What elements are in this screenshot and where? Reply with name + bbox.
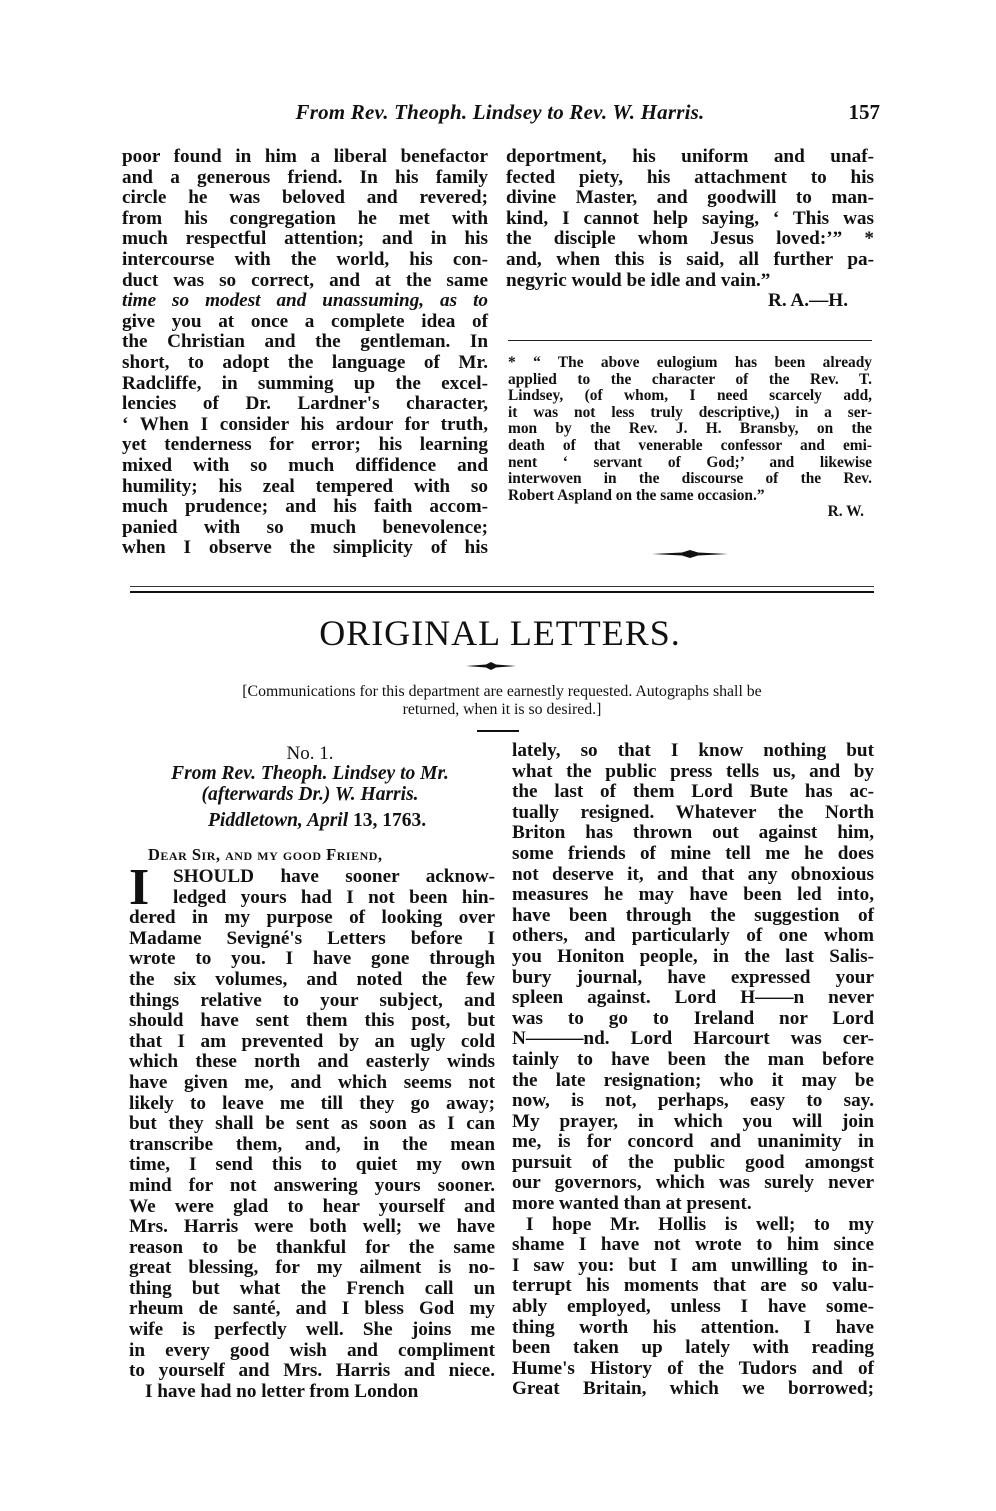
text-line: rheum de santé, and I bless God my: [129, 1298, 495, 1320]
text-line: We were glad to hear yourself and: [129, 1195, 495, 1217]
text-line: kind, I cannot help saying, ‘ This was: [506, 207, 874, 229]
text-line: yet tenderness for error; his learning: [122, 434, 488, 456]
section-note: [124, 683, 880, 719]
footnote-line: applied to the character of the Rev. T.: [508, 370, 872, 388]
footnote-rule: [508, 340, 872, 341]
letter-heading-line: (afterwards Dr.) W. Harris.: [201, 783, 419, 805]
footnote-line: Robert Aspland on the same occasion.”: [508, 486, 765, 504]
letter-number: No. 1.: [286, 743, 334, 764]
text-line: wife is perfectly well. She joins me: [129, 1319, 495, 1341]
text-line: measures he may have been led into,: [512, 884, 874, 906]
letter-dateline: [208, 810, 426, 832]
text-line: the disciple whom Jesus loved:’” *: [506, 228, 874, 250]
text-line: tainly to have been the man before: [512, 1048, 874, 1070]
footnote-line: interwoven in the discourse of the Rev.: [508, 470, 872, 488]
text-line: mind for not answering yours sooner.: [129, 1174, 495, 1196]
text-line: in every good wish and compliment: [129, 1339, 495, 1361]
text-line: the late resignation; who it may be: [512, 1069, 874, 1091]
top-right-column: [506, 147, 874, 312]
text-line: but they shall be sent as soon as I can: [129, 1113, 495, 1135]
text-line: thing but what the French call un: [129, 1277, 495, 1299]
text-line: have been through the suggestion of: [512, 904, 874, 926]
text-line: I have had no letter from London: [145, 1380, 419, 1402]
text-line: much respectful attention; and in his: [122, 228, 488, 250]
text-line: lately, so that I know nothing but: [512, 740, 874, 761]
text-line: divine Master, and goodwill to man-: [506, 187, 874, 209]
footnote-line: it was not less truly descriptive,) in a ser-: [508, 403, 872, 421]
text-line: the six volumes, and noted the few: [129, 968, 495, 990]
text-line: others, and particularly of one whom: [512, 925, 874, 947]
ornament-divider-icon: [652, 550, 728, 558]
section-note-line: returned, when it is so desired.]: [402, 701, 602, 718]
text-line: now, is not, perhaps, easy to say.: [512, 1090, 874, 1112]
text-line: poor found in him a liberal benefactor: [122, 146, 488, 167]
signature: R. A.—H.: [768, 290, 848, 312]
text-line: reason to be thankful for the same: [129, 1236, 495, 1258]
text-line: likely to leave me till they go away;: [129, 1092, 495, 1114]
text-line: to yourself and Mrs. Harris and niece.: [129, 1360, 495, 1382]
footnote: [508, 355, 872, 521]
text-line: My prayer, in which you will join: [512, 1110, 874, 1132]
footnote-line: death of that venerable confessor and emi-: [508, 436, 872, 454]
text-line: you Honiton people, in the last Salis-: [512, 945, 874, 967]
text-line: the last of them Lord Bute has ac-: [512, 781, 874, 803]
text-line: intercourse with the world, his con-: [122, 248, 488, 270]
footnote-line: nent ‘ servant of God;’ and likewise: [508, 453, 872, 471]
text-line: me, is for concord and unanimity in: [512, 1131, 874, 1153]
text-line: ably employed, unless I have some-: [512, 1296, 874, 1318]
text-line: negyric would be idle and vain.”: [506, 269, 771, 291]
text-line: Great Britain, which we borrowed;: [512, 1378, 874, 1400]
text-line: circle he was beloved and revered;: [122, 187, 488, 209]
text-line: Mrs. Harris were both well; we have: [129, 1216, 495, 1238]
letter-salutation: Dear Sir, and my good Friend,: [148, 845, 383, 864]
running-title: From Rev. Theoph. Lindsey to Rev. W. Harris.: [295, 100, 705, 124]
section-double-rule: [130, 586, 874, 593]
text-line: been taken up lately with reading: [512, 1337, 874, 1359]
top-left-column: [122, 147, 488, 559]
text-line: more wanted than at present.: [512, 1193, 752, 1215]
text-line: pursuit of the public good amongst: [512, 1151, 874, 1173]
text-line: should have sent them this post, but: [129, 1010, 495, 1032]
text-line: not deserve it, and that any obnoxious: [512, 863, 874, 885]
text-line: fected piety, his attachment to his: [506, 166, 874, 188]
ornament-divider-icon: [466, 662, 516, 670]
text-line: things relative to your subject, and: [129, 989, 495, 1011]
text-line: shame I have not wrote to him since: [512, 1234, 874, 1256]
text-line: Briton has thrown out against him,: [512, 822, 874, 844]
text-line: Hume's History of the Tudors and of: [512, 1357, 874, 1379]
text-line: dered in my purpose of looking over: [129, 907, 495, 929]
letter-heading-line: From Rev. Theoph. Lindsey to Mr.: [171, 763, 449, 784]
text-line: ‘ When I consider his ardour for truth,: [122, 413, 488, 435]
text-line: Radcliffe, in summing up the excel-: [122, 372, 488, 394]
text-line: humility; his zeal tempered with so: [122, 475, 488, 497]
text-line: thing worth his attention. I have: [512, 1316, 874, 1338]
section-title: ORIGINAL LETTERS.: [319, 613, 681, 653]
text-line: which these north and easterly winds: [129, 1051, 495, 1073]
text-line: I hope Mr. Hollis is well; to my: [526, 1213, 874, 1235]
text-line: tually resigned. Whatever the North: [512, 801, 874, 823]
footnote-line: mon by the Rev. J. H. Bransby, on the: [508, 420, 872, 438]
letter-heading: [124, 764, 496, 805]
text-line: N———nd. Lord Harcourt was cer-: [512, 1028, 874, 1050]
text-line: panied with so much benevolence;: [122, 516, 488, 538]
text-line: ledged yours had I not been hin-: [173, 886, 495, 908]
page-number: 157: [848, 100, 880, 124]
text-line: and, when this is said, all further pa-: [506, 248, 874, 270]
text-line: duct was so correct, and at the same: [122, 269, 488, 291]
text-line: Madame Sevigné's Letters before I: [129, 927, 495, 949]
section-note-line: [Communications for this department are earnestly requested. Autographs shall be: [242, 683, 762, 700]
text-line: was to go to Ireland nor Lord: [512, 1007, 874, 1029]
text-line: and a generous friend. In his family: [122, 166, 488, 188]
text-line: when I observe the simplicity of his: [122, 537, 488, 559]
text-line: the Christian and the gentleman. In: [122, 331, 488, 353]
text-line: lencies of Dr. Lardner's character,: [122, 393, 488, 415]
short-rule: [477, 730, 519, 732]
text-line: terrupt his moments that are so valu-: [512, 1275, 874, 1297]
text-line: transcribe them, and, in the mean: [129, 1133, 495, 1155]
text-line: give you at once a complete idea of: [122, 310, 488, 332]
text-line: time so modest and unassuming, as to: [122, 290, 488, 312]
text-line: have given me, and which seems not: [129, 1071, 495, 1093]
text-line: short, to adopt the language of Mr.: [122, 351, 488, 373]
text-line: our governors, which was surely never: [512, 1172, 874, 1194]
text-line: mixed with so much diffidence and: [122, 454, 488, 476]
text-line: what the public press tells us, and by: [512, 760, 874, 782]
text-line: wrote to you. I have gone through: [129, 948, 495, 970]
text-line: bury journal, have expressed your: [512, 966, 874, 988]
text-line: much prudence; and his faith accom-: [122, 496, 488, 518]
footnote-signature: R. W.: [827, 503, 864, 521]
text-line: that I am prevented by an ugly cold: [129, 1030, 495, 1052]
text-line: from his congregation he met with: [122, 207, 488, 229]
letter-left-column: [129, 859, 495, 1402]
text-line: spleen against. Lord H——n never: [512, 987, 874, 1009]
text-line: deportment, his uniform and unaf-: [506, 146, 874, 167]
text-line: I saw you: but I am unwilling to in-: [512, 1254, 874, 1276]
footnote-line: Lindsey, (of whom, I need scarcely add,: [508, 387, 872, 405]
letter-right-column: [512, 741, 874, 1400]
dateline-place: Piddletown, April: [208, 810, 354, 831]
running-head: [120, 100, 880, 130]
text-line: great blessing, for my ailment is no-: [129, 1257, 495, 1279]
text-line: time, I send this to quiet my own: [129, 1154, 495, 1176]
footnote-line: * “ The above eulogium has been already: [508, 354, 872, 371]
dateline-date: 13, 1763.: [353, 810, 427, 831]
drop-cap: I: [129, 859, 150, 916]
text-line: SHOULD have sooner acknow-: [173, 866, 495, 887]
text-line: some friends of mine tell me he does: [512, 842, 874, 864]
